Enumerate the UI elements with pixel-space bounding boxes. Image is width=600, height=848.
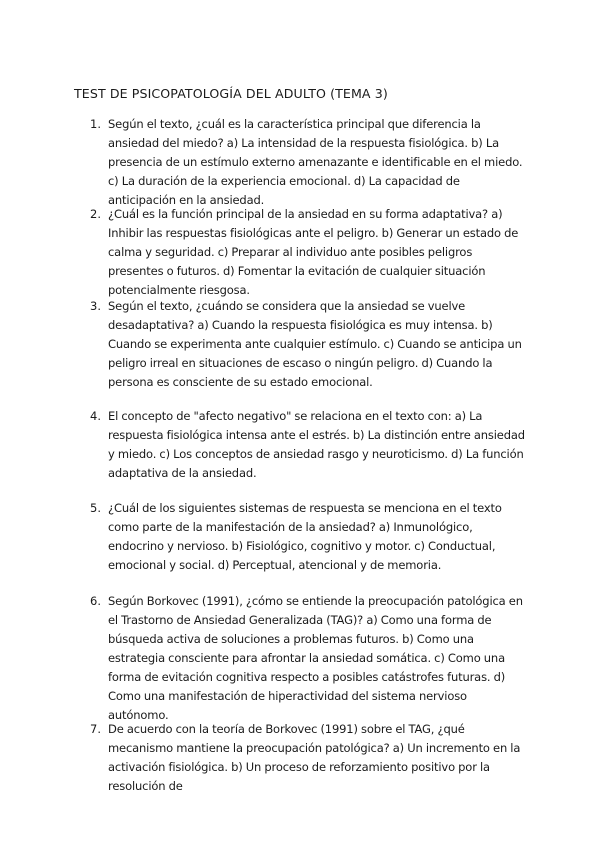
document-title: TEST DE PSICOPATOLOGÍA DEL ADULTO (TEMA 3) bbox=[74, 86, 388, 101]
question-number: 7. bbox=[90, 722, 101, 736]
question-number: 1. bbox=[90, 117, 101, 131]
question-number: 4. bbox=[90, 409, 101, 423]
question-number: 6. bbox=[90, 594, 101, 608]
question-number: 3. bbox=[90, 299, 101, 313]
question-text: Según el texto, ¿cuál es la característica principal que diferencia la ansiedad del miedo? a) La intensidad de la respuesta fisiológica. b) La presencia de un estímulo externo amenazante e identificable en el miedo. c) La duración de la experiencia emocional. d) La capacidad de anticipación en la ansiedad. bbox=[108, 117, 523, 207]
question-item bbox=[90, 499, 530, 575]
question-text: Según el texto, ¿cuándo se considera que la ansiedad se vuelve desadaptativa? a) Cuando la respuesta fisiológica es muy intensa. b) Cuando se experimenta ante cualquier estímulo. c) Cuando se anticipa un peligro irreal en situaciones de escaso o ningún peligro. d) Cuando la persona es consciente de su estado emocional. bbox=[108, 299, 522, 389]
question-item bbox=[90, 720, 530, 796]
question-text: ¿Cuál es la función principal de la ansiedad en su forma adaptativa? a) Inhibir las respuestas fisiológicas ante el peligro. b) Generar un estado de calma y seguridad. c) Preparar al individuo ante posibles peligros presentes o futuros. d) Fomentar la evitación de cualquier situación potencialmente riesgosa. bbox=[108, 207, 519, 297]
question-number: 5. bbox=[90, 501, 101, 515]
question-text: El concepto de "afecto negativo" se relaciona en el texto con: a) La respuesta fisiológica intensa ante el estrés. b) La distinción entre ansiedad y miedo. c) Los conceptos de ansiedad rasgo y neuroticismo. d) La función adaptativa de la ansiedad. bbox=[108, 409, 525, 480]
question-text: De acuerdo con la teoría de Borkovec (1991) sobre el TAG, ¿qué mecanismo mantiene la preocupación patológica? a) Un incremento en la activación fisiológica. b) Un proceso de reforzamiento positivo por la resolución de bbox=[108, 722, 521, 793]
question-item bbox=[90, 407, 530, 483]
question-item bbox=[90, 205, 530, 300]
question-item bbox=[90, 592, 530, 725]
question-item bbox=[90, 115, 530, 210]
question-item bbox=[90, 297, 530, 392]
question-text: ¿Cuál de los siguientes sistemas de respuesta se menciona en el texto como parte de la manifestación de la ansiedad? a) Inmunológico, endocrino y nervioso. b) Fisiológico, cognitivo y motor. c) Conductual, emocional y social. d) Perceptual, atencional y de memoria. bbox=[108, 501, 502, 572]
question-text: Según Borkovec (1991), ¿cómo se entiende la preocupación patológica en el Trastorno de Ansiedad Generalizada (TAG)? a) Como una forma de búsqueda activa de soluciones a problemas futuros. b) Como una estrategia consciente para afrontar la ansiedad somática. c) Como una forma de evitación cognitiva respecto a posibles catástrofes futuras. d) Como una manifestación de hiperactividad del sistema nervioso autónomo. bbox=[108, 594, 523, 722]
question-number: 2. bbox=[90, 207, 101, 221]
